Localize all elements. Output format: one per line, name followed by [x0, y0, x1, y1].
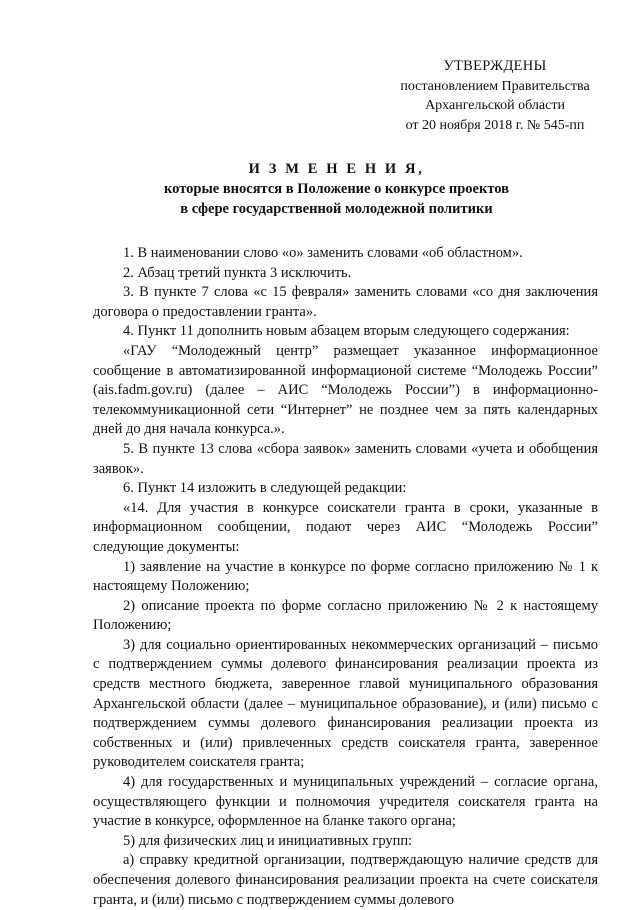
approval-stamp — [380, 57, 610, 135]
paragraph: 3) для социально ориентированных некоммерческих организаций – письмо с подтверждением суммы долевого финансирования реализации проекта из средств местного бюджета, заверенное главой муниципального образования Архангельской области (далее – муниципальное образование), и (или) письмо с подтверждением суммы долевого финансирования реализации проекта из собственных и (или) привлеченных средств соискателя гранта, заверенное руководителем соискателя гранта; — [93, 636, 598, 771]
approval-line: Архангельской области — [425, 98, 565, 113]
approval-line: постановлением Правительства — [400, 78, 590, 94]
paragraph: «ГАУ “Молодежный центр” размещает указанное информационное сообщение в автоматизированной информационой системе “Молодежь России” (ais.fadm.gov.ru) (далее – АИС “Молодежь России”) в информационно-телекоммуникационной сети “Интернет” не позднее чем за пять календарных дней до дня начала конкурса.». — [93, 342, 598, 438]
paragraph: 2) описание проекта по форме согласно приложению № 2 к настоящему Положению; — [93, 597, 598, 634]
approval-line: от 20 ноября 2018 г. № 545-пп — [405, 117, 585, 133]
title-main: И З М Е Н Е Н И Я, — [248, 161, 425, 177]
document-body — [93, 244, 598, 910]
paragraph: 4. Пункт 11 дополнить новым абзацем вторым следующего содержания: — [123, 323, 570, 340]
paragraph: 5. В пункте 13 слова «сбора заявок» заменить словами «учета и обобщения заявок». — [93, 440, 598, 477]
title-subtitle: которые вносятся в Положение о конкурсе проектов — [163, 181, 509, 197]
paragraph: «14. Для участия в конкурсе соискатели гранта в сроки, указанные в информационном сообщении, подают через АИС “Молодежь России” следующие документы: — [93, 499, 598, 555]
document-title — [80, 159, 593, 219]
approval-title: УТВЕРЖДЕНЫ — [443, 58, 547, 74]
paragraph: 2. Абзац третий пункта 3 исключить. — [123, 264, 352, 281]
title-subtitle: в сфере государственной молодежной политики — [180, 201, 493, 217]
paragraph: 1) заявление на участие в конкурсе по форме согласно приложению № 1 к настоящему Положению; — [93, 558, 598, 595]
paragraph: 3. В пункте 7 слова «с 15 февраля» заменить словами «со дня заключения договора о предоставлении гранта». — [93, 284, 598, 320]
paragraph: а) справку кредитной организации, подтверждающую наличие средств для обеспечения долевого финансирования реализации проекта на счете соискателя гранта, и (или) письмо с подтверждением суммы долевого — [93, 852, 598, 908]
paragraph: 4) для государственных и муниципальных учреждений – согласие органа, осуществляющего функции и полномочия учредителя соискателя гранта на участие в конкурсе, оформленное на бланке такого органа; — [93, 774, 598, 830]
paragraph: 1. В наименовании слово «о» заменить словами «об областном». — [123, 245, 523, 261]
paragraph: 5) для физических лиц и инициативных групп: — [123, 832, 413, 849]
paragraph: 6. Пункт 14 изложить в следующей редакции: — [123, 480, 407, 497]
